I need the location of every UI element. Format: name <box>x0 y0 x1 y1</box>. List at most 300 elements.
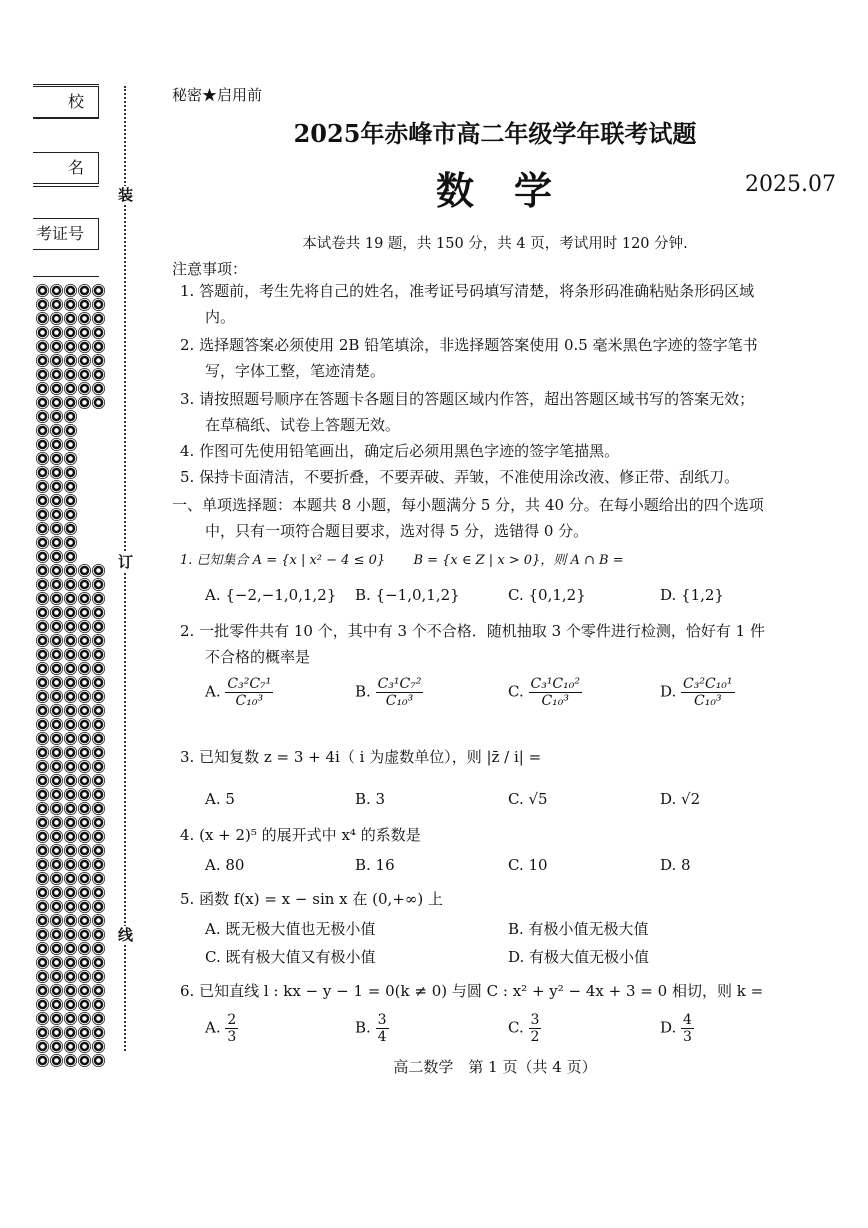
q2-option-d[interactable] <box>660 676 735 709</box>
q5-option-d[interactable]: D. 有极大值无极小值 <box>508 948 650 966</box>
exam-id-field[interactable] <box>33 218 99 250</box>
exam-intro: 本试卷共 19 题，共 150 分，共 4 页，考试用时 120 分钟. <box>302 236 688 252</box>
notice-text: 作图可先使用铅笔画出，确定后必须用黑色字迹的签字笔描黑。 <box>199 442 620 460</box>
flower-pattern-dot <box>92 998 105 1011</box>
flower-pattern-dot <box>64 480 77 493</box>
flower-pattern-dot <box>50 536 63 549</box>
flower-pattern-dot <box>64 676 77 689</box>
flower-pattern-dot <box>92 298 105 311</box>
flower-pattern-dot <box>50 522 63 535</box>
fraction <box>529 676 583 709</box>
flower-pattern-dot <box>50 998 63 1011</box>
flower-pattern-dot <box>64 326 77 339</box>
q4-option-b[interactable]: B. 16 <box>355 856 395 874</box>
flower-pattern-dot <box>92 886 105 899</box>
flower-pattern-dot <box>50 732 63 745</box>
flower-pattern-dot <box>64 746 77 759</box>
fraction <box>681 1012 694 1045</box>
question-num: 3. <box>180 748 195 766</box>
flower-pattern-dot <box>50 704 63 717</box>
flower-pattern-dot <box>36 480 49 493</box>
notice-text: 答题前，考生先将自己的姓名，准考证号码填写清楚，将条形码准确粘贴条形码区域 <box>199 282 755 300</box>
flower-pattern-dot <box>36 732 49 745</box>
flower-pattern-dot <box>36 368 49 381</box>
question-3-stem <box>180 744 541 770</box>
flower-pattern-dot <box>36 662 49 675</box>
flower-pattern-dot <box>50 1026 63 1039</box>
flower-pattern-dot <box>36 466 49 479</box>
flower-pattern-dot <box>50 788 63 801</box>
school-field[interactable] <box>33 86 99 118</box>
numerator: C₃¹C₁₀² <box>530 676 580 692</box>
q6-option-c[interactable] <box>508 1012 541 1045</box>
flower-pattern-dot <box>36 760 49 773</box>
flower-pattern-dot <box>64 900 77 913</box>
q6-option-d[interactable] <box>660 1012 694 1045</box>
q4-stem: (x + 2)⁵ 的展开式中 x⁴ 的系数是 <box>199 826 421 844</box>
flower-pattern-dot <box>36 984 49 997</box>
flower-pattern-dot <box>92 746 105 759</box>
flower-pattern-dot <box>36 718 49 731</box>
flower-pattern-dot <box>64 606 77 619</box>
numerator: 3 <box>377 1012 387 1028</box>
q1-stem-a: 已知集合 A = {x | x² − 4 ≤ 0} <box>196 553 386 568</box>
notice-item-2 <box>180 332 758 358</box>
flower-pattern-dot <box>36 592 49 605</box>
flower-pattern-dot <box>50 354 63 367</box>
flower-pattern-dot <box>78 326 91 339</box>
flower-pattern-dot <box>78 928 91 941</box>
denominator: C₁₀³ <box>385 693 414 709</box>
flower-pattern-dot <box>50 550 63 563</box>
flower-pattern-dot <box>36 1012 49 1025</box>
flower-pattern-dot <box>78 844 91 857</box>
flower-pattern-dot <box>92 914 105 927</box>
flower-pattern-dot <box>92 396 105 409</box>
flower-pattern-dot <box>92 648 105 661</box>
q3-option-a[interactable]: A. 5 <box>205 790 235 808</box>
flower-pattern-dot <box>64 984 77 997</box>
flower-pattern-dot <box>36 298 49 311</box>
option-letter: C. <box>508 682 524 701</box>
question-num: 4. <box>180 826 195 844</box>
flower-pattern-dot <box>78 690 91 703</box>
flower-pattern-dot <box>50 984 63 997</box>
flower-pattern-dot <box>78 956 91 969</box>
question-2-stem-cont: 不合格的概率是 <box>205 648 311 666</box>
flower-pattern-dot <box>92 1040 105 1053</box>
flower-pattern-dot <box>92 368 105 381</box>
school-label: 校 <box>67 92 84 111</box>
flower-pattern-dot <box>92 704 105 717</box>
numerator: 2 <box>227 1012 237 1028</box>
flower-pattern-dot <box>50 564 63 577</box>
question-5-stem <box>180 886 443 912</box>
flower-pattern-dot <box>78 648 91 661</box>
flower-pattern-dot <box>36 438 49 451</box>
flower-pattern-dot <box>64 914 77 927</box>
flower-pattern-dot <box>78 354 91 367</box>
denominator: C₁₀³ <box>694 693 722 709</box>
flower-pattern-dot <box>64 788 77 801</box>
flower-pattern-dot <box>64 760 77 773</box>
flower-pattern-dot <box>64 452 77 465</box>
flower-pattern-dot <box>78 676 91 689</box>
flower-pattern-dot <box>78 1026 91 1039</box>
flower-pattern-dot <box>50 774 63 787</box>
flower-pattern-dot <box>64 368 77 381</box>
section-1-heading-cont: 中，只有一项符合题目要求，选对得 5 分，选错得 0 分。 <box>205 522 589 540</box>
flower-pattern-dot <box>50 606 63 619</box>
flower-pattern-dot <box>78 704 91 717</box>
flower-pattern-dot <box>78 396 91 409</box>
flower-pattern-dot <box>36 914 49 927</box>
question-4-stem <box>180 822 421 848</box>
flower-pattern-dot <box>92 326 105 339</box>
flower-pattern-dot <box>50 662 63 675</box>
flower-pattern-dot <box>92 354 105 367</box>
flower-pattern-dot <box>64 816 77 829</box>
flower-pattern-dot <box>36 340 49 353</box>
flower-pattern-dot <box>78 858 91 871</box>
q1-option-d[interactable]: D. {1,2} <box>660 586 724 604</box>
flower-pattern-dot <box>36 858 49 871</box>
q1-option-b[interactable]: B. {−1,0,1,2} <box>355 586 460 604</box>
flower-pattern-dot <box>36 410 49 423</box>
q5-stem: 函数 f(x) = x − sin x 在 (0,+∞) 上 <box>199 890 444 908</box>
flower-pattern-dot <box>92 620 105 633</box>
flower-pattern-dot <box>50 872 63 885</box>
flower-pattern-dot <box>36 550 49 563</box>
q3-option-b[interactable]: B. 3 <box>355 790 386 808</box>
flower-pattern-dot <box>78 914 91 927</box>
notice-item-5 <box>180 464 739 490</box>
flower-pattern-dot <box>92 788 105 801</box>
flower-pattern-dot <box>36 634 49 647</box>
flower-pattern-dot <box>78 340 91 353</box>
q3-stem: 已知复数 z = 3 + 4i（ i 为虚数单位），则 |z̄ / i| = <box>199 748 542 766</box>
flower-pattern-dot <box>36 900 49 913</box>
flower-pattern-dot <box>92 564 105 577</box>
flower-pattern-dot <box>92 774 105 787</box>
notice-item-1 <box>180 278 754 304</box>
flower-pattern-dot <box>78 592 91 605</box>
flower-pattern-dot <box>64 802 77 815</box>
flower-pattern-dot <box>64 872 77 885</box>
flower-pattern-dot <box>78 774 91 787</box>
notice-title: 注意事项： <box>172 260 248 278</box>
flower-pattern-dot <box>78 970 91 983</box>
flower-pattern-dot <box>64 704 77 717</box>
flower-pattern-dot <box>64 942 77 955</box>
fraction <box>681 676 735 709</box>
flower-pattern-dot <box>92 578 105 591</box>
flower-pattern-dot <box>36 998 49 1011</box>
q1-option-c[interactable]: C. {0,1,2} <box>508 586 586 604</box>
flower-pattern-dot <box>78 872 91 885</box>
q4-option-d[interactable]: D. 8 <box>660 856 691 874</box>
flower-pattern-dot <box>64 410 77 423</box>
flower-pattern-dot <box>50 508 63 521</box>
flower-pattern-dot <box>36 424 49 437</box>
flower-pattern-dot <box>50 900 63 913</box>
notice-item-2-cont: 写，字体工整，笔迹清楚。 <box>205 362 386 380</box>
flower-pattern-dot <box>36 928 49 941</box>
flower-pattern-dot <box>36 788 49 801</box>
flower-pattern-dot <box>50 648 63 661</box>
flower-pattern-dot <box>50 858 63 871</box>
flower-pattern-dot <box>50 452 63 465</box>
flower-pattern-dot <box>36 326 49 339</box>
option-letter: C. <box>508 1018 524 1037</box>
q2-option-c[interactable] <box>508 676 582 709</box>
flower-pattern-dot <box>78 900 91 913</box>
field-line <box>33 276 99 277</box>
field-line <box>33 186 99 187</box>
exam-id-label: 考证号 <box>35 224 84 243</box>
denominator: 4 <box>377 1029 387 1045</box>
flower-pattern-dot <box>64 550 77 563</box>
flower-pattern-dot <box>92 1012 105 1025</box>
flower-pattern-dot <box>50 844 63 857</box>
flower-pattern-dot <box>78 578 91 591</box>
flower-pattern-dot <box>36 1054 49 1067</box>
numerator: C₃¹C₇² <box>377 676 422 692</box>
fraction <box>376 676 424 709</box>
denominator: 3 <box>683 1029 692 1045</box>
q2-stem: 一批零件共有 10 个，其中有 3 个不合格．随机抽取 3 个零件进行检测，恰好有 1 件 <box>199 622 765 640</box>
flower-pattern-dot <box>64 718 77 731</box>
flower-pattern-dot <box>64 494 77 507</box>
flower-pattern-dot <box>50 298 63 311</box>
flower-pattern-dot <box>92 732 105 745</box>
flower-pattern-dot <box>92 872 105 885</box>
option-letter: B. <box>355 682 371 701</box>
denominator: C₁₀³ <box>541 693 570 709</box>
flower-pattern-dot <box>78 802 91 815</box>
flower-pattern-dot <box>92 312 105 325</box>
flower-pattern-dot <box>50 928 63 941</box>
flower-pattern-dot <box>50 830 63 843</box>
flower-pattern-dot <box>36 578 49 591</box>
subject-title: 数学 <box>436 168 593 213</box>
flower-pattern-dot <box>36 1040 49 1053</box>
flower-pattern-dot <box>64 956 77 969</box>
name-field[interactable] <box>33 152 99 184</box>
flower-pattern-dot <box>50 578 63 591</box>
fraction <box>376 1012 389 1045</box>
flower-pattern-dot <box>64 830 77 843</box>
flower-pattern-dot <box>36 690 49 703</box>
flower-pattern-dot <box>36 606 49 619</box>
numerator: 4 <box>683 1012 692 1028</box>
flower-pattern-dot <box>50 340 63 353</box>
q5-option-a[interactable]: A. 既无极大值也无极小值 <box>205 920 376 938</box>
flower-pattern-dot <box>36 830 49 843</box>
flower-pattern-dot <box>64 312 77 325</box>
flower-pattern-dot <box>50 1040 63 1053</box>
flower-pattern-dot <box>64 508 77 521</box>
flower-pattern-dot <box>78 284 91 297</box>
flower-pattern-dot <box>36 746 49 759</box>
field-top-line <box>33 84 99 85</box>
flower-pattern-dot <box>50 396 63 409</box>
flower-pattern-dot <box>92 718 105 731</box>
flower-pattern-dot <box>36 956 49 969</box>
flower-pattern-dot <box>92 284 105 297</box>
flower-pattern-dot <box>50 942 63 955</box>
flower-pattern-dot <box>92 592 105 605</box>
flower-pattern-dot <box>92 382 105 395</box>
question-6-stem <box>180 978 763 1004</box>
flower-pattern-dot <box>78 1054 91 1067</box>
flower-pattern-dot <box>64 1026 77 1039</box>
flower-pattern-dot <box>78 564 91 577</box>
flower-pattern-dot <box>64 382 77 395</box>
flower-pattern-dot <box>50 746 63 759</box>
flower-pattern-dot <box>36 816 49 829</box>
flower-pattern-dot <box>64 998 77 1011</box>
flower-pattern-dot <box>78 368 91 381</box>
flower-pattern-dot <box>78 998 91 1011</box>
flower-pattern-dot <box>64 662 77 675</box>
flower-pattern-dot <box>92 956 105 969</box>
q3-option-d[interactable]: D. √2 <box>660 790 701 808</box>
flower-pattern-dot <box>92 1054 105 1067</box>
name-label: 名 <box>67 158 84 177</box>
flower-pattern-dot <box>92 984 105 997</box>
flower-pattern-dot <box>92 1026 105 1039</box>
q5-option-c[interactable]: C. 既有极大值又有极小值 <box>205 948 376 966</box>
flower-pattern-dot <box>64 340 77 353</box>
notice-num: 5. <box>180 468 195 486</box>
flower-pattern-dot <box>64 396 77 409</box>
flower-pattern-dot <box>36 774 49 787</box>
flower-pattern-dot <box>78 620 91 633</box>
question-1-stem <box>180 548 624 574</box>
flower-pattern-dot <box>64 690 77 703</box>
q2-option-a[interactable] <box>205 676 273 709</box>
flower-pattern-dot <box>36 872 49 885</box>
flower-pattern-dot <box>64 578 77 591</box>
flower-pattern-dot <box>36 620 49 633</box>
flower-pattern-dot <box>50 494 63 507</box>
flower-pattern-dot <box>36 284 49 297</box>
flower-pattern-dot <box>64 970 77 983</box>
flower-pattern-dot <box>92 858 105 871</box>
flower-pattern-dot <box>92 690 105 703</box>
flower-pattern-dot <box>78 830 91 843</box>
flower-pattern-dot <box>64 886 77 899</box>
flower-pattern-dot <box>64 928 77 941</box>
q4-option-c[interactable]: C. 10 <box>508 856 548 874</box>
notice-num: 2. <box>180 336 195 354</box>
flower-pattern-dot <box>50 970 63 983</box>
flower-pattern-dot <box>64 536 77 549</box>
flower-pattern-dot <box>50 886 63 899</box>
flower-pattern-dot <box>64 522 77 535</box>
flower-pattern-dot <box>36 382 49 395</box>
exam-title: 2025年赤峰市高二年级学年联考试题 <box>293 119 697 148</box>
option-letter: A. <box>205 1018 221 1037</box>
q6-option-b[interactable] <box>355 1012 389 1045</box>
numerator: 3 <box>530 1012 540 1028</box>
flower-pattern-dot <box>36 676 49 689</box>
flower-pattern-dot <box>36 522 49 535</box>
secret-label: 秘密★启用前 <box>172 86 263 104</box>
q6-stem: 已知直线 l : kx − y − 1 = 0(k ≠ 0) 与圆 C : x² + y² − 4x + 3 = 0 相切，则 k = <box>199 982 764 1000</box>
flower-pattern-dot <box>36 970 49 983</box>
flower-pattern-dot <box>78 606 91 619</box>
flower-pattern-dot <box>92 634 105 647</box>
flower-pattern-dot <box>64 466 77 479</box>
flower-pattern-dot <box>92 928 105 941</box>
flower-pattern-dot <box>64 1012 77 1025</box>
flower-pattern-dot <box>64 648 77 661</box>
flower-pattern-dot <box>92 900 105 913</box>
flower-pattern-dot <box>64 1040 77 1053</box>
flower-pattern-dot <box>92 970 105 983</box>
flower-pattern-dot <box>50 914 63 927</box>
binding-char-ding: 订 <box>118 553 134 571</box>
flower-pattern-dot <box>78 788 91 801</box>
q1-option-a[interactable]: A. {−2,−1,0,1,2} <box>205 586 337 604</box>
option-letter: D. <box>660 682 677 701</box>
flower-pattern-dot <box>92 676 105 689</box>
flower-pattern-dot <box>78 816 91 829</box>
flower-pattern-dot <box>78 1040 91 1053</box>
flower-pattern-dot <box>50 466 63 479</box>
q2-option-b[interactable] <box>355 676 423 709</box>
flower-pattern-dot <box>78 298 91 311</box>
flower-pattern-dot <box>50 326 63 339</box>
flower-pattern-dot <box>36 354 49 367</box>
flower-pattern-dot <box>92 606 105 619</box>
numerator: C₃²C₁₀¹ <box>683 676 733 692</box>
q4-option-a[interactable]: A. 80 <box>205 856 245 874</box>
fraction <box>529 1012 542 1045</box>
flower-pattern-dot <box>36 942 49 955</box>
flower-pattern-dot <box>78 942 91 955</box>
flower-pattern-dot <box>50 592 63 605</box>
q3-option-c[interactable]: C. √5 <box>508 790 548 808</box>
flower-pattern-dot <box>92 802 105 815</box>
field-line <box>33 118 99 119</box>
q6-option-a[interactable] <box>205 1012 238 1045</box>
flower-pattern-dot <box>36 802 49 815</box>
flower-pattern-dot <box>50 620 63 633</box>
flower-pattern-dot <box>64 732 77 745</box>
flower-pattern-dot <box>50 718 63 731</box>
q5-option-b[interactable]: B. 有极小值无极大值 <box>508 920 649 938</box>
flower-pattern-dot <box>50 690 63 703</box>
flower-pattern-dot <box>64 564 77 577</box>
question-num: 2. <box>180 622 195 640</box>
flower-pattern-dot <box>64 634 77 647</box>
flower-pattern-dot <box>64 592 77 605</box>
flower-pattern-dot <box>64 858 77 871</box>
question-num: 1. <box>180 553 193 568</box>
denominator: 2 <box>530 1029 540 1045</box>
section-text: 单项选择题：本题共 8 小题，每小题满分 5 分，共 40 分。在每小题给出的四个选项 <box>202 496 764 514</box>
flower-pattern-dot <box>50 634 63 647</box>
option-letter: B. <box>355 1018 371 1037</box>
flower-pattern-dot <box>78 662 91 675</box>
flower-pattern-dot <box>36 536 49 549</box>
flower-pattern-dot <box>36 844 49 857</box>
notice-item-3 <box>180 386 754 412</box>
flower-pattern-dot <box>92 830 105 843</box>
